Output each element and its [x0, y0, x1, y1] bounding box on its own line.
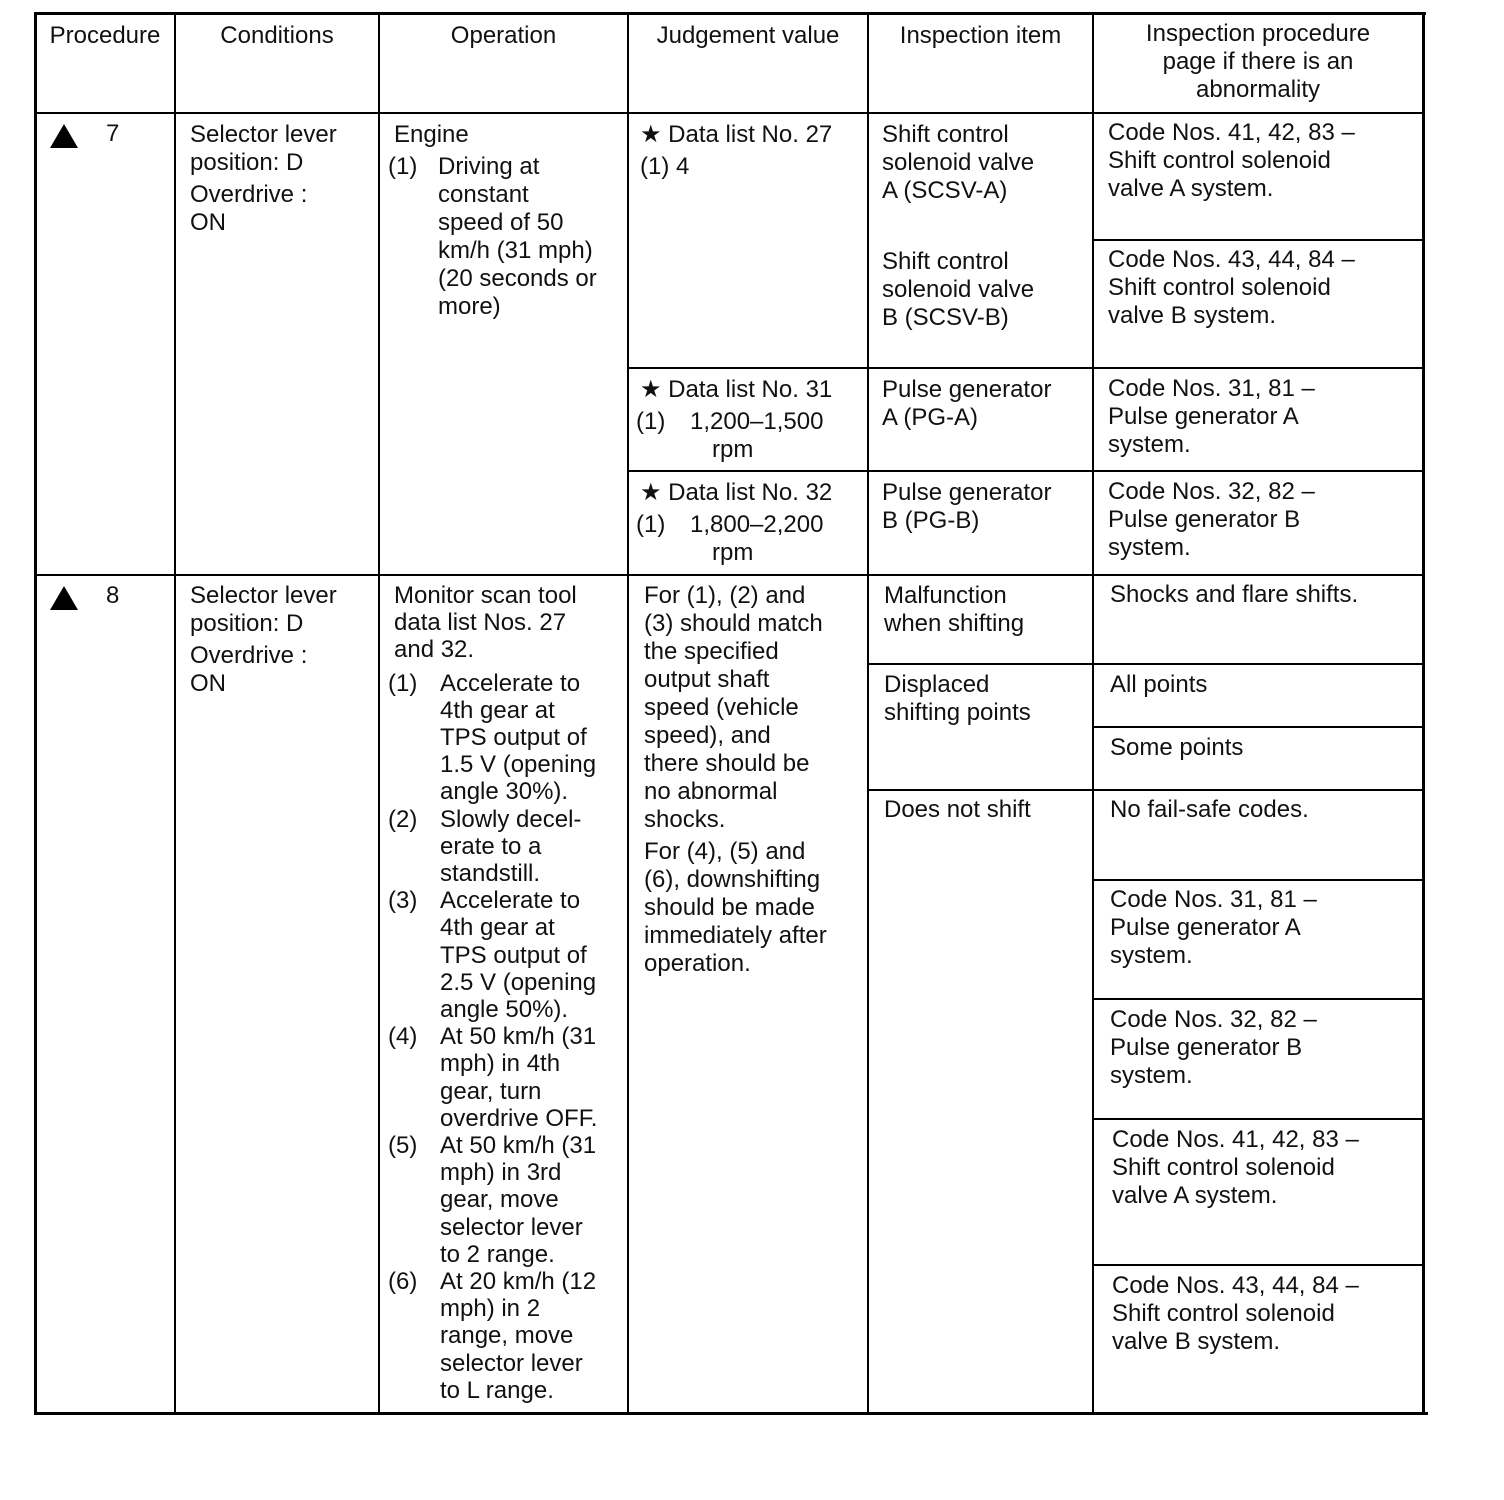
text-line: A (PG-A)	[882, 404, 979, 431]
text-line: Code Nos. 43, 44, 84 –	[1112, 1272, 1359, 1299]
text-line: constant	[438, 181, 529, 208]
inspection-page	[1108, 119, 1355, 203]
text-line: selector lever	[440, 1213, 583, 1241]
text-line: output shaft	[644, 666, 770, 693]
header-line: abnormality	[1195, 76, 1321, 103]
column-divider	[378, 12, 380, 1415]
text-line: overdrive OFF.	[440, 1104, 598, 1132]
procedure-number: 8	[106, 582, 120, 609]
step-body	[640, 408, 832, 464]
text-line: TPS output of	[440, 724, 587, 752]
column-divider	[867, 12, 869, 1415]
inspection-page	[1112, 1272, 1359, 1356]
text-line: Code Nos. 32, 82 –	[1110, 1006, 1317, 1033]
column-divider	[627, 12, 629, 1415]
text-line: Overdrive :	[190, 642, 308, 669]
step-number: (1)	[388, 153, 418, 180]
text-line: to L range.	[440, 1376, 554, 1404]
text-line: valve A system.	[1112, 1182, 1278, 1209]
text-line: speed (vehicle	[644, 694, 799, 721]
inspection-item	[882, 479, 1051, 535]
judgement-value	[640, 121, 832, 181]
operation-step	[388, 806, 597, 888]
text-line: 1.5 V (opening	[440, 751, 597, 779]
header-conditions: Conditions	[220, 22, 334, 49]
text-line: angle 50%).	[440, 996, 569, 1024]
operation-step	[388, 1132, 597, 1268]
text-line: Displaced	[884, 671, 990, 698]
text-line: shocks.	[644, 806, 726, 833]
text-line: Code Nos. 43, 44, 84 –	[1108, 246, 1355, 273]
text-line: B (PG-B)	[882, 507, 980, 534]
text-line: 4th gear at	[440, 696, 555, 724]
text-line: ★ Data list No. 31	[640, 376, 833, 403]
sub-row-divider	[1092, 1264, 1424, 1266]
step-number: (5)	[388, 1132, 418, 1160]
text-line: gear, move	[440, 1186, 559, 1214]
text-line: Slowly decel-	[440, 805, 582, 833]
table-border-bottom	[36, 1412, 1428, 1415]
sub-row-divider	[867, 789, 1424, 791]
text-line: Shift control	[882, 248, 1009, 275]
text-line: Overdrive :	[190, 181, 308, 208]
text-line: rpm	[712, 436, 754, 463]
text-line: position: D	[190, 149, 304, 176]
text-line: ON	[190, 209, 226, 236]
text-line: solenoid valve	[882, 276, 1035, 303]
operation-text	[388, 121, 597, 321]
text-line: angle 30%).	[440, 778, 569, 806]
operation-step	[388, 887, 597, 1023]
text-line: Pulse generator A	[1110, 914, 1301, 941]
step-number: (6)	[388, 1268, 418, 1296]
header-line: page if there is an	[1162, 48, 1354, 75]
text-line: Monitor scan tool	[394, 582, 577, 609]
text-line: and 32.	[394, 636, 475, 664]
sub-row-divider	[1092, 1118, 1424, 1120]
text-line: valve B system.	[1108, 302, 1277, 329]
text-line: the specified	[644, 638, 779, 665]
text-line: Shift control solenoid	[1112, 1300, 1335, 1327]
text-line: Selector lever	[190, 121, 337, 148]
text-line: data list Nos. 27	[394, 609, 567, 637]
text-line: there should be	[644, 750, 810, 777]
text-line: erate to a	[440, 832, 542, 860]
inspection-page: Some points	[1110, 734, 1244, 761]
text-line: ★ Data list No. 27	[640, 121, 833, 148]
text-line: For (4), (5) and	[644, 838, 806, 865]
text-line: (6), downshifting	[644, 866, 821, 893]
sub-row-divider	[1092, 239, 1422, 241]
text-line: valve B system.	[1112, 1328, 1281, 1355]
header-operation: Operation	[450, 22, 557, 49]
step-number: (1)	[636, 408, 666, 435]
text-line: Accelerate to	[440, 887, 581, 915]
text-line: range, move	[440, 1322, 574, 1350]
inspection-item	[884, 671, 1031, 727]
column-divider	[1092, 12, 1094, 1415]
step-body	[388, 670, 597, 806]
text-line: B (SCSV-B)	[882, 304, 1009, 331]
sub-row-divider	[1092, 998, 1424, 1000]
text-line: TPS output of	[440, 941, 587, 969]
text-line: Driving at	[438, 153, 540, 180]
warning-triangle-icon	[50, 124, 78, 148]
step-number: (2)	[388, 805, 418, 833]
text-line: Shift control solenoid	[1108, 147, 1331, 174]
text-line: system.	[1108, 534, 1191, 561]
judgement-paragraph	[644, 838, 827, 978]
procedure-number: 7	[106, 120, 120, 147]
text-line: Pulse generator	[882, 479, 1052, 506]
text-line: 2.5 V (opening	[440, 968, 597, 996]
text-line: A (SCSV-A)	[882, 177, 1008, 204]
header-divider	[34, 112, 1424, 114]
text-line: position: D	[190, 610, 304, 637]
text-line: should be made	[644, 894, 815, 921]
text-line: Pulse generator	[882, 376, 1052, 403]
judgement-step	[636, 511, 832, 567]
text-line: Accelerate to	[440, 669, 581, 697]
text-line: (20 seconds or	[438, 265, 597, 292]
judgement-value	[636, 376, 833, 464]
text-line: Shift control solenoid	[1108, 274, 1331, 301]
judgement-value	[636, 479, 833, 567]
sub-row-divider	[1092, 879, 1424, 881]
text-line: when shifting	[884, 610, 1025, 637]
header-judgement-value: Judgement value	[656, 22, 840, 49]
table-border-right	[1422, 12, 1425, 1415]
operation-step	[388, 670, 597, 806]
table-border-left	[34, 12, 37, 1415]
text-line: Code Nos. 31, 81 –	[1108, 375, 1315, 402]
inspection-page	[1108, 246, 1355, 330]
column-divider	[174, 12, 176, 1415]
judgement-paragraph	[644, 582, 827, 834]
inspection-page	[1108, 375, 1315, 459]
step-body	[388, 1023, 597, 1132]
conditions-text	[190, 121, 337, 237]
text-line: mph) in 3rd	[440, 1159, 562, 1187]
text-line: At 20 km/h (12	[440, 1268, 597, 1296]
step-body	[388, 806, 597, 888]
text-line: At 50 km/h (31	[440, 1023, 597, 1051]
inspection-page	[1108, 478, 1315, 562]
step-number: (4)	[388, 1023, 418, 1051]
text-line: system.	[1108, 431, 1191, 458]
sub-row-divider	[627, 470, 1422, 472]
operation-intro	[388, 582, 597, 664]
text-line: Shift control	[882, 121, 1009, 148]
text-line: mph) in 4th	[440, 1050, 561, 1078]
text-line: ON	[190, 670, 226, 697]
step-body	[388, 1268, 597, 1404]
judgement-step	[636, 408, 832, 464]
sub-row-divider	[867, 663, 1424, 665]
inspection-item	[884, 796, 1031, 824]
text-line: 1,200–1,500	[690, 408, 824, 435]
text-line: shifting points	[884, 699, 1031, 726]
operation-step	[388, 1268, 597, 1404]
text-line: system.	[1110, 1062, 1193, 1089]
operation-steps	[388, 670, 597, 1404]
text-line: (3) should match	[644, 610, 823, 637]
row-divider	[34, 574, 1424, 576]
text-line: valve A system.	[1108, 175, 1274, 202]
text-line: speed of 50	[438, 209, 564, 236]
text-line: Selector lever	[190, 582, 337, 609]
text-line: selector lever	[440, 1349, 583, 1377]
step-body	[388, 1132, 597, 1268]
text-line: operation.	[644, 950, 751, 977]
inspection-page: Shocks and flare shifts.	[1110, 581, 1359, 608]
operation-step	[388, 1023, 597, 1132]
text-line: Code Nos. 31, 81 –	[1110, 886, 1317, 913]
text-line: immediately after	[644, 922, 827, 949]
text-line: solenoid valve	[882, 149, 1035, 176]
text-line: For (1), (2) and	[644, 582, 806, 609]
warning-triangle-icon	[50, 586, 78, 610]
text-line: standstill.	[440, 860, 541, 888]
sub-row-divider	[627, 367, 1422, 369]
text-line: At 50 km/h (31	[440, 1132, 597, 1160]
operation-step	[388, 153, 597, 321]
inspection-item	[882, 248, 1034, 332]
inspection-page	[1112, 1126, 1359, 1210]
text-line: Shift control solenoid	[1112, 1154, 1335, 1181]
text-line: mph) in 2	[440, 1295, 541, 1323]
text-line: no abnormal	[644, 778, 778, 805]
text-line: Pulse generator A	[1108, 403, 1299, 430]
operation-title: Engine	[394, 121, 469, 148]
step-body	[640, 511, 832, 567]
text-line: 1,800–2,200	[690, 511, 824, 538]
sub-row-divider	[1092, 726, 1424, 728]
text-line: km/h (31 mph)	[438, 237, 593, 264]
text-line: system.	[1110, 942, 1193, 969]
text-line: more)	[438, 293, 501, 320]
text-line: Malfunction	[884, 582, 1007, 609]
text-line: Code Nos. 41, 42, 83 –	[1108, 119, 1355, 146]
inspection-page	[1110, 1006, 1317, 1090]
step-body	[388, 153, 597, 321]
text-line: Code Nos. 32, 82 –	[1108, 478, 1315, 505]
step-number: (1)	[388, 669, 418, 697]
header-procedure: Procedure	[49, 22, 161, 49]
text-line: speed), and	[644, 722, 771, 749]
table-border-top	[34, 12, 1426, 15]
inspection-page: All points	[1110, 671, 1208, 698]
text-line: rpm	[712, 539, 754, 566]
operation-text	[388, 582, 597, 1404]
text-line: Code Nos. 41, 42, 83 –	[1112, 1126, 1359, 1153]
judgement-value	[644, 582, 827, 978]
header-line: Inspection procedure	[1145, 20, 1371, 47]
text-line: to 2 range.	[440, 1240, 555, 1268]
text-line: Does not shift	[884, 796, 1031, 823]
text-line: Pulse generator B	[1108, 506, 1301, 533]
header-inspection-item: Inspection item	[899, 22, 1062, 49]
text-line: ★ Data list No. 32	[640, 479, 833, 506]
inspection-item	[884, 582, 1024, 638]
step-body	[388, 887, 597, 1023]
header-inspection-page	[1094, 20, 1422, 104]
text-line: 4th gear at	[440, 914, 555, 942]
step-number: (1)	[636, 511, 666, 538]
text-line: (1) 4	[640, 153, 690, 180]
step-number: (3)	[388, 887, 418, 915]
text-line: Pulse generator B	[1110, 1034, 1303, 1061]
inspection-page: No fail-safe codes.	[1110, 796, 1309, 823]
inspection-item	[882, 376, 1051, 432]
inspection-page	[1110, 886, 1317, 970]
conditions-text	[190, 582, 337, 698]
inspection-item	[882, 121, 1034, 205]
text-line: gear, turn	[440, 1077, 542, 1105]
